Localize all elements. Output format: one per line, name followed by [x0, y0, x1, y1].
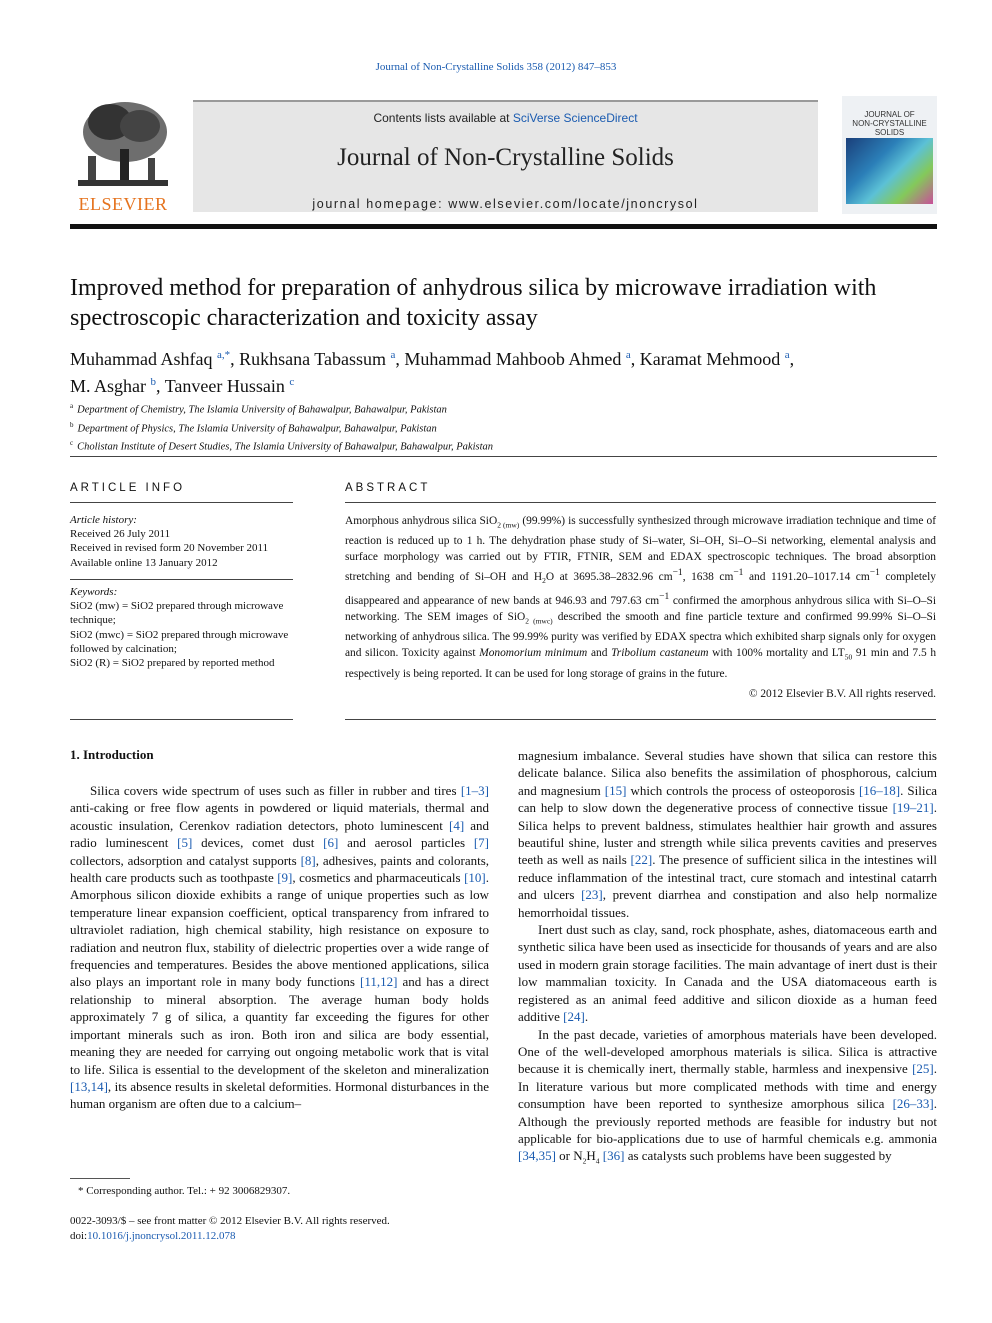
keywords-label: Keywords: [70, 586, 118, 598]
doi-link[interactable]: 10.1016/j.jnoncrysol.2011.12.078 [87, 1230, 236, 1242]
author-name[interactable]: Tanveer Hussain [164, 376, 285, 396]
issn-line: 0022-3093/$ – see front matter © 2012 Elsevier B.V. All rights reserved. [70, 1215, 390, 1227]
article-info-heading: ARTICLE INFO [70, 482, 186, 494]
article-history [70, 513, 293, 570]
reference-link[interactable]: [25] [912, 1061, 934, 1077]
reference-link[interactable]: [8] [300, 852, 316, 868]
author-name[interactable]: Muhammad Ashfaq [70, 349, 213, 369]
issn-block [70, 1214, 390, 1244]
affiliation-item [70, 436, 930, 455]
cover-title-line-2: NON-CRYSTALLINE SOLIDS [852, 119, 927, 137]
affiliation-text: Department of Physics, The Islamia University of Bahawalpur, Bahawalpur, Pakistan [77, 423, 437, 434]
author-affiliation-mark[interactable]: a [784, 349, 790, 361]
doi-prefix: doi: [70, 1230, 88, 1242]
journal-cover-thumbnail[interactable] [842, 96, 937, 214]
reference-link[interactable]: [15] [604, 782, 627, 798]
keyword-item: SiO2 (mw) = SiO2 prepared through microwave technique; [70, 600, 284, 627]
journal-citation[interactable]: Journal of Non-Crystalline Solids 358 (2012) 847–853 [375, 61, 617, 73]
reference-link[interactable]: [9] [277, 870, 293, 886]
header-divider [70, 456, 937, 457]
reference-link[interactable]: [22] [630, 852, 653, 868]
affiliation-key: a [70, 402, 74, 410]
author-affiliation-mark[interactable]: c [289, 376, 295, 388]
banner-top-rule [193, 100, 818, 102]
reference-link[interactable]: [24] [563, 1009, 585, 1025]
cover-artwork [846, 138, 933, 204]
abstract-bottom-rule [345, 719, 936, 720]
body-paragraph: Silica covers wide spectrum of uses such as filler in rubber and tires [1–3] anti-caking or free flow agents in powdered or liquid materials, thermal and acoustic insulation, Cerenkov radiation detectors, photo luminescent [4] and radio luminescent [5] devices, comet dust [6] and aerosol particles [7] collectors, adsorption and catalyst supports [8], adhesives, paints and colorants, health care products such as toothpaste [9], cosmetics and pharmaceuticals [10]. Amorphous silicon dioxide exhibits a range of unique properties such as low temperature linear expansion coefficient, optical transparency from infrared to ultraviolet radiation, high chemical stability, high resistance on exposure to radiation and neutron flux, stability of dielectric properties over a wide range of frequencies and temperatures. Besides the above mentioned applications, silica also plays an important role in many body functions [11,12] and has a direct relationship to mineral absorption. The average human body holds approximately 7 g of silica, a quantity far exceeding the figures for other important minerals such as iron. Both iron and silica are body essential, meaning they are needed for carrying out ongoing metabolic work that is vital to life. Silica is essential to the development of the skeleton and mineralization [13,14], its absence results in skeletal deformities. Hormonal disturbances in the human organism are often due to a calcium– [70, 783, 490, 1112]
body-paragraph: Inert dust such as clay, sand, rock phosphate, ashes, diatomaceous earth and synthetic silica have been used as insecticide for thousands of years and are also used in modern grain storage facilities. The main advantage of inert dust is their low mammalian toxicity. In Canada and the USA diatomaceous earth is registered as an animal feed additive and silicon dioxide as a human feed additive [24]. [518, 922, 937, 1025]
body-column-right [518, 747, 937, 1170]
journal-banner [193, 100, 818, 212]
author-separator: , [630, 349, 640, 369]
abstract-text: Amorphous anhydrous silica SiO$_{2 (mw)}$ (99.99%) is successfully synthesized through microwave irradiation technique and time of reaction is reduced up to 1 h. The dehydration phase study of Si–water, Si–OH, Si–O–Si networking, elemental analysis and surface morphology was carried out by FTIR, FTNIR, SEM and EDAX spectroscopic techniques. The broad absorption stretching and bending of Si–OH and $H_2O$ at 3695.38–2832.96 $cm^{-1}$, 1638 $cm^{-1}$ and 1191.20–1017.14 $cm^{-1}$ completely disappeared and appearance of new bands at 946.93 and 797.63 $cm^{-1}$ confirmed the amorphous anhydrous silica with Si–O–Si networking. The SEM images of SiO$_{2 (mwc)}$ described the smooth and fine particle texture and confirmed 99.99% Si–O–Si networking of anhydrous silica. The 99.99% purity was verified by EDAX spectra which exhibited sharp signals only for oxygen and silicon. Toxicity against Monomorium minimum and Tribolium castaneum with 100% mortality and $LT_{50}$ 91 min and 7.5 h respectively is being reported. It can be used for long storage of grains in the future. [345, 515, 937, 680]
keywords-block [70, 585, 293, 670]
body-column-left [70, 782, 489, 1113]
abstract-heading: ABSTRACT [345, 482, 431, 494]
sciencedirect-link[interactable]: SciVerse ScienceDirect [512, 111, 638, 125]
author-affiliation-mark[interactable]: a [390, 349, 396, 361]
author-separator: , [156, 376, 165, 396]
reference-link[interactable]: [4] [448, 817, 465, 833]
introduction-heading: 1. Introduction [70, 747, 154, 762]
author-affiliation-mark[interactable]: b [150, 376, 156, 388]
reference-link[interactable]: [34,35] [518, 1148, 556, 1164]
corresponding-author-note: * Corresponding author. Tel.: + 92 3006829307. [78, 1185, 291, 1197]
author-separator: , [395, 349, 405, 369]
affiliation-key: c [70, 439, 74, 447]
reference-link[interactable]: [36] [602, 1148, 625, 1164]
affiliation-key: b [70, 420, 74, 429]
reference-link[interactable]: [6] [323, 835, 339, 851]
reference-link[interactable]: [7] [473, 835, 490, 851]
journal-homepage[interactable]: journal homepage: www.elsevier.com/locate/jnoncrysol [312, 197, 699, 211]
body-paragraph: magnesium imbalance. Several studies have shown that silica can restore this delicate balance. Silica also benefits the assimilation of phosphorous, calcium and magnesium [15] which controls the process of osteoporosis [16–18]. Silica can help to slow down the degenerative process of connective tissue [19–21]. Silica helps to prevent baldness, stimulates healthier hair growth and assures beautiful shine, luster and strength while silica prevents cavities and preserves teeth as well as nails [22]. The presence of sufficient silica in the intestines will reduce inflammation of the intestinal tract, cure stomach and intestinal catarrh and ulcers [23], prevent diarrhea and constipation and also help normalize hemorrhoidal tissues. [518, 748, 937, 920]
author-separator: , [230, 349, 240, 369]
elsevier-tree-icon [70, 94, 176, 194]
affiliation-text: Department of Chemistry, The Islamia University of Bahawalpur, Bahawalpur, Pakistan [77, 404, 447, 416]
reference-link[interactable]: [11,12] [360, 974, 398, 990]
author-name[interactable]: Karamat Mehmood [639, 349, 781, 369]
reference-link[interactable]: [19–21] [892, 800, 934, 816]
keywords-bottom-rule [70, 719, 293, 720]
author-name[interactable]: M. Asghar [70, 376, 146, 396]
footnote-rule [70, 1178, 130, 1179]
revised-date: Received in revised form 20 November 2011 [70, 542, 269, 555]
author-affiliation-mark[interactable]: a [625, 349, 631, 361]
reference-link[interactable]: [26–33] [892, 1096, 934, 1112]
author-name[interactable]: Muhammad Mahboob Ahmed [404, 349, 622, 369]
doi-line [70, 1229, 390, 1244]
journal-masthead [70, 94, 937, 218]
article-title: Improved method for preparation of anhydrous silica by microwave irradiation with spectroscopic characterization and toxicity assay [70, 275, 877, 331]
online-date: Available online 13 January 2012 [70, 556, 218, 569]
masthead-divider [70, 224, 937, 229]
reference-link[interactable]: [1–3] [460, 783, 489, 798]
contents-availability [193, 111, 818, 125]
abstract-copyright: © 2012 Elsevier B.V. All rights reserved. [748, 688, 936, 700]
contents-prefix: Contents lists available at [373, 111, 513, 125]
keyword-item: SiO2 (mwc) = SiO2 prepared through microwave followed by calcination; [70, 628, 289, 655]
author-name[interactable]: Rukhsana Tabassum [239, 349, 387, 369]
history-label: Article history: [70, 514, 137, 526]
reference-link[interactable]: [10] [464, 870, 486, 886]
elsevier-logo[interactable] [70, 94, 176, 218]
keyword-item: SiO2 (R) = SiO2 prepared by reported method [70, 657, 275, 670]
reference-link[interactable]: [23] [581, 887, 603, 903]
article-info-rule [70, 502, 293, 503]
affiliation-item [70, 418, 930, 437]
reference-link[interactable]: [5] [177, 835, 193, 851]
received-date: Received 26 July 2011 [70, 528, 171, 541]
abstract-top-rule [345, 502, 936, 503]
author-separator: , [789, 349, 795, 369]
affiliation-list [70, 399, 930, 455]
cover-title-line-1: JOURNAL OF [864, 110, 915, 119]
journal-name: Journal of Non-Crystalline Solids [337, 144, 674, 171]
reference-link[interactable]: [16–18] [858, 782, 901, 798]
author-list [70, 344, 940, 398]
publisher-wordmark: ELSEVIER [78, 194, 168, 214]
cover-title [842, 110, 937, 137]
body-paragraph: In the past decade, varieties of amorphous materials have been developed. One of the well-developed amorphous materials is silica. Silica is attractive because it is chemically inert, thermally stable, harmless and inexpensive [25]. In literature various but more complicated methods with time and energy consumption have been reported to synthesize amorphous silica [26–33]. Although the previously reported methods are feasible for industry but not applicable for bio-applications due to use of harmful chemicals e.g. ammonia [34,35] or $N_2H_4$ [36] as catalysts such problems have been suggested by [518, 1026, 937, 1166]
history-rule [70, 579, 293, 580]
author-affiliation-mark[interactable]: a,* [216, 349, 231, 361]
affiliation-item [70, 399, 930, 418]
affiliation-text: Cholistan Institute of Desert Studies, The Islamia University of Bahawalpur, Bahawalpur, Pakistan [77, 441, 494, 453]
reference-link[interactable]: [13,14] [70, 1078, 108, 1094]
